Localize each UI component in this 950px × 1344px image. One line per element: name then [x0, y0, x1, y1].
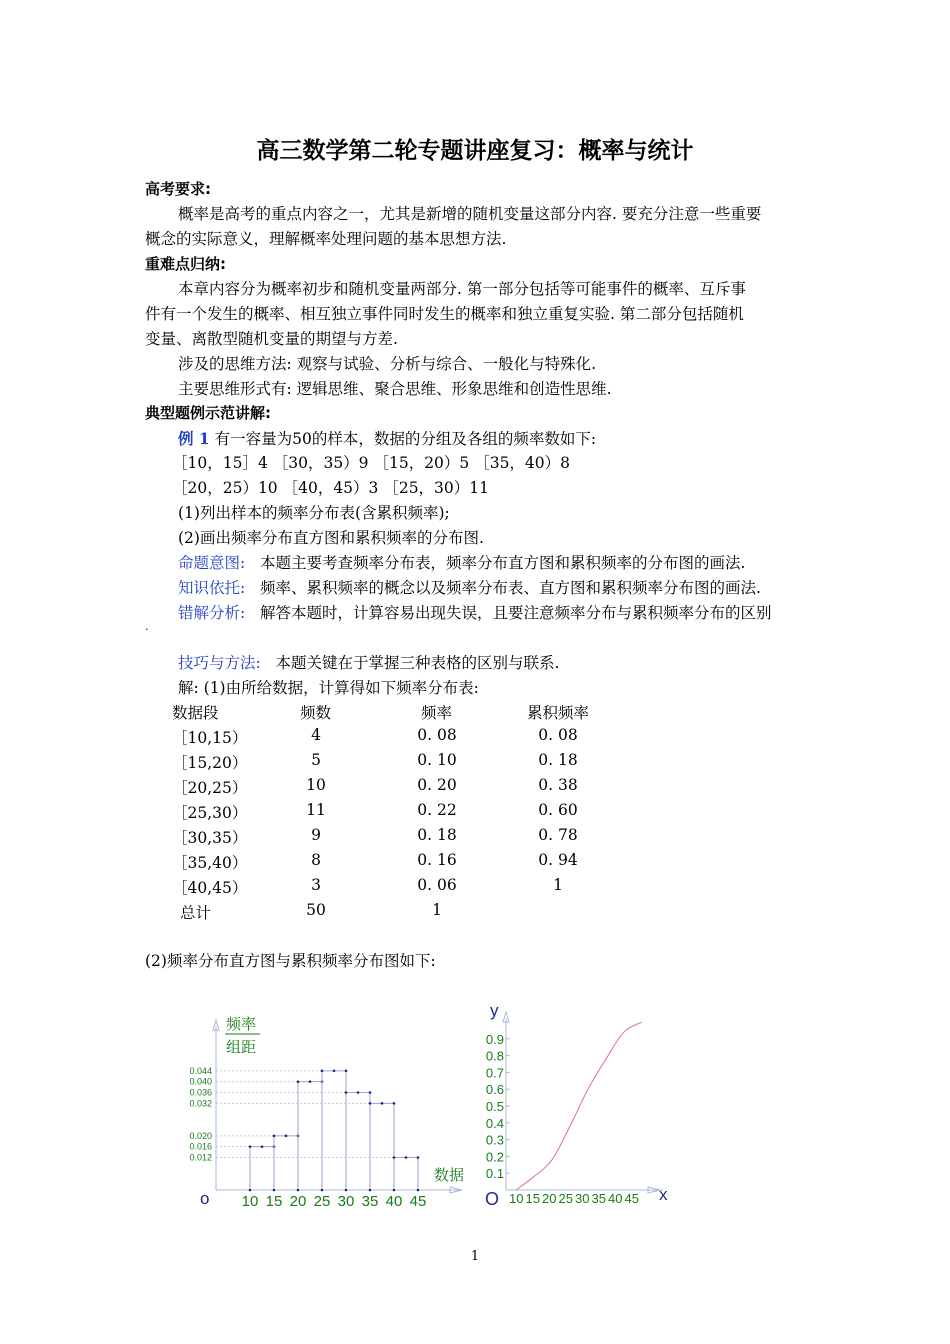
histogram-y-tick-label: 0.012	[189, 1152, 212, 1163]
cumulative-x-tick-label: 30	[575, 1191, 590, 1206]
table-cell: ［20,25）	[172, 779, 248, 797]
cumulative-x-tick-label: 20	[542, 1191, 557, 1206]
requirements-heading: 高考要求:	[145, 180, 211, 198]
histogram-x-tick-label: 40	[385, 1193, 403, 1210]
key-heading: 重难点归纳:	[145, 255, 226, 273]
histogram-point	[405, 1156, 408, 1159]
knowledge-text: 频率、累积频率的概念以及频率分布表、直方图和累积频率分布图的画法.	[260, 579, 761, 597]
histogram-xlabel: 数据	[434, 1167, 465, 1184]
table-cell: ［10,15）	[172, 729, 248, 747]
cumulative-y-tick-label: 0.8	[485, 1048, 504, 1064]
histogram-bar	[394, 1158, 418, 1191]
histogram-bar	[322, 1071, 346, 1190]
cumulative-y-tick-label: 0.4	[485, 1115, 504, 1131]
question-1: (1)列出样本的频率分布表(含累积频率);	[178, 504, 450, 522]
histogram-point	[273, 1135, 276, 1138]
table-cell: 9	[311, 826, 321, 844]
error-tail: .	[145, 620, 149, 633]
histogram-axis-point	[297, 1189, 300, 1192]
table-header-cumulative: 累积频率	[527, 704, 590, 722]
histogram-origin: o	[200, 1189, 210, 1208]
histogram-y-tick-label: 0.044	[189, 1065, 212, 1076]
cumulative-x-tick-label: 35	[591, 1191, 606, 1206]
table-cell: 0. 08	[417, 726, 457, 744]
question-2: (2)画出频率分布直方图和累积频率的分布图.	[178, 529, 484, 547]
skill-label: 技巧与方法:	[178, 654, 261, 672]
table-cell: 0. 60	[538, 801, 578, 819]
histogram-point	[393, 1102, 396, 1105]
table-cell: 0. 18	[538, 751, 578, 769]
histogram-axis-point	[249, 1189, 252, 1192]
example-1-intro-line	[178, 427, 596, 449]
cumulative-y-tick-label: 0.9	[485, 1031, 504, 1047]
error-line	[178, 601, 772, 623]
table-cell: 10	[306, 776, 326, 794]
groups-line-1: ［10，15］4 ［30，35）9 ［15，20）5 ［35，40）8	[172, 454, 571, 472]
table-cell: ［30,35）	[172, 829, 248, 847]
table-cell: 0. 20	[417, 776, 457, 794]
table-cell: 50	[306, 901, 326, 919]
page-number: 1	[470, 1249, 480, 1264]
examples-heading: 典型题例示范讲解:	[145, 404, 271, 422]
histogram-y-tick-label: 0.040	[189, 1076, 212, 1087]
histogram-x-ticks	[242, 1189, 427, 1210]
table-cell: 11	[306, 801, 326, 819]
cumulative-y-tick-label: 0.7	[485, 1065, 504, 1081]
example-intro: 有一容量为50的样本，数据的分组及各组的频率数如下:	[214, 430, 597, 448]
table-cell: 0. 94	[538, 851, 578, 869]
intent-line	[178, 551, 745, 573]
cumulative-origin: O	[485, 1189, 500, 1209]
thinking-methods: 涉及的思维方法: 观察与试验、分析与综合、一般化与特殊化.	[178, 355, 597, 373]
table-header-range: 数据段	[172, 704, 219, 722]
histogram-y-ticks	[189, 1066, 212, 1163]
requirements-line-2: 概念的实际意义，理解概率处理问题的基本思想方法.	[145, 230, 507, 248]
histogram-y-tick-label: 0.032	[189, 1098, 212, 1109]
requirements-line-1: 概率是高考的重点内容之一，尤其是新增的随机变量这部分内容. 要充分注意一些重要	[178, 205, 762, 223]
table-cell: 1	[553, 876, 563, 894]
key-line-3: 变量、离散型随机变量的期望与方差.	[145, 330, 398, 348]
histogram-axis-point	[417, 1189, 420, 1192]
table-cell: ［15,20）	[172, 754, 248, 772]
histogram-point	[261, 1145, 264, 1148]
histogram-bar	[250, 1147, 274, 1190]
histogram-y-tick-label: 0.020	[189, 1130, 212, 1141]
cumulative-curve	[516, 1022, 642, 1190]
histogram-grid	[216, 1071, 394, 1158]
histogram-ylabel-bottom: 组距	[226, 1039, 257, 1056]
solution-line: 解: (1)由所给数据，计算得如下频率分布表:	[178, 679, 479, 697]
key-line-1: 本章内容分为概率初步和随机变量两部分. 第一部分包括等可能事件的概率、互斥事	[178, 280, 746, 298]
cumulative-x-tick-label: 45	[624, 1191, 639, 1206]
histogram-x-tick-label: 10	[241, 1193, 259, 1210]
table-cell: 0. 10	[417, 751, 457, 769]
table-cell: 0. 16	[417, 851, 457, 869]
table-cell: 0. 06	[417, 876, 457, 894]
histogram-point	[249, 1145, 252, 1148]
cumulative-x-tick-label: 40	[608, 1191, 623, 1206]
cumulative-y-tick-label: 0.6	[485, 1082, 504, 1098]
table-header-count: 频数	[300, 704, 332, 722]
histogram-x-tick-label: 30	[337, 1193, 355, 1210]
table-cell: 0. 38	[538, 776, 578, 794]
histogram-point	[321, 1070, 324, 1073]
histogram-point	[309, 1080, 312, 1083]
histogram-point	[393, 1156, 396, 1159]
table-cell: 0. 22	[417, 801, 457, 819]
table-header-frequency: 频率	[421, 704, 453, 722]
histogram-point	[345, 1070, 348, 1073]
histogram-point	[285, 1135, 288, 1138]
histogram-bars	[249, 1070, 420, 1190]
histogram-ylabel-top: 频率	[226, 1016, 257, 1033]
histogram-y-tick-label: 0.036	[189, 1087, 212, 1098]
intent-label: 命题意图:	[178, 554, 246, 572]
histogram-chart	[180, 1010, 470, 1215]
histogram-bar	[370, 1103, 394, 1190]
groups-line-2: ［20，25）10 ［40，45）3 ［25，30）11	[172, 479, 490, 497]
intent-text: 本题主要考查频率分布表，频率分布直方图和累积频率的分布图的画法.	[260, 554, 746, 572]
table-cell: ［35,40）	[172, 854, 248, 872]
knowledge-line	[178, 576, 761, 598]
histogram-y-tick-label: 0.016	[189, 1141, 212, 1152]
table-cell: 1	[432, 901, 442, 919]
cumulative-x-ticks	[509, 1191, 639, 1206]
histogram-x-tick-label: 45	[409, 1193, 427, 1210]
histogram-bar	[274, 1136, 298, 1190]
table-cell: 5	[311, 751, 321, 769]
table-cell: 3	[311, 876, 321, 894]
cumulative-xlabel: x	[659, 1185, 668, 1204]
cumulative-y-tick-label: 0.5	[485, 1099, 504, 1114]
table-cell: 0. 08	[538, 726, 578, 744]
histogram-axis-point	[345, 1189, 348, 1192]
histogram-bar	[298, 1082, 322, 1190]
cumulative-y-tick-label: 0.1	[485, 1166, 504, 1182]
histogram-point	[417, 1156, 420, 1159]
table-cell: 总计	[180, 904, 212, 922]
table-cell: 4	[311, 726, 321, 744]
page-title: 高三数学第二轮专题讲座复习：概率与统计	[256, 138, 694, 164]
cumulative-chart	[478, 1000, 678, 1215]
cumulative-y-tick-label: 0.2	[485, 1149, 504, 1165]
histogram-x-tick-label: 20	[289, 1193, 307, 1210]
histogram-x-tick-label: 35	[361, 1193, 379, 1210]
histogram-axis-point	[369, 1189, 372, 1192]
histogram-axis-point	[273, 1189, 276, 1192]
error-label: 错解分析:	[178, 604, 246, 622]
knowledge-label: 知识依托:	[178, 579, 246, 597]
table-cell: ［25,30）	[172, 804, 248, 822]
table-cell: 8	[311, 851, 321, 869]
error-text: 解答本题时，计算容易出现失误，且要注意频率分布与累积频率分布的区别	[260, 604, 772, 622]
cumulative-x-tick-label: 25	[558, 1191, 573, 1206]
part2-line: (2)频率分布直方图与累积频率分布图如下:	[145, 952, 436, 970]
skill-text: 本题关键在于掌握三种表格的区别与联系.	[275, 654, 560, 672]
key-line-2: 件有一个发生的概率、相互独立事件同时发生的概率和独立重复实验. 第二部分包括随机	[145, 305, 744, 323]
histogram-point	[333, 1070, 336, 1073]
cumulative-ylabel: y	[490, 1001, 499, 1020]
table-cell: 0. 78	[538, 826, 578, 844]
cumulative-x-tick-label: 15	[525, 1191, 540, 1206]
histogram-point	[297, 1080, 300, 1083]
histogram-axis-point	[321, 1189, 324, 1192]
histogram-bar	[346, 1093, 370, 1191]
skill-line	[178, 651, 559, 673]
histogram-point	[369, 1102, 372, 1105]
histogram-point	[345, 1091, 348, 1094]
cumulative-y-tick-label: 0.3	[485, 1132, 504, 1148]
histogram-point	[369, 1091, 372, 1094]
table-cell: 0. 18	[417, 826, 457, 844]
table-cell: ［40,45）	[172, 879, 248, 897]
histogram-point	[357, 1091, 360, 1094]
histogram-x-tick-label: 25	[313, 1193, 331, 1210]
histogram-x-tick-label: 15	[265, 1193, 283, 1210]
example-label: 例 1	[178, 429, 210, 448]
histogram-axis-point	[393, 1189, 396, 1192]
cumulative-x-tick-label: 10	[509, 1191, 524, 1206]
histogram-point	[381, 1102, 384, 1105]
thinking-forms: 主要思维形式有: 逻辑思维、聚合思维、形象思维和创造性思维.	[178, 380, 612, 398]
